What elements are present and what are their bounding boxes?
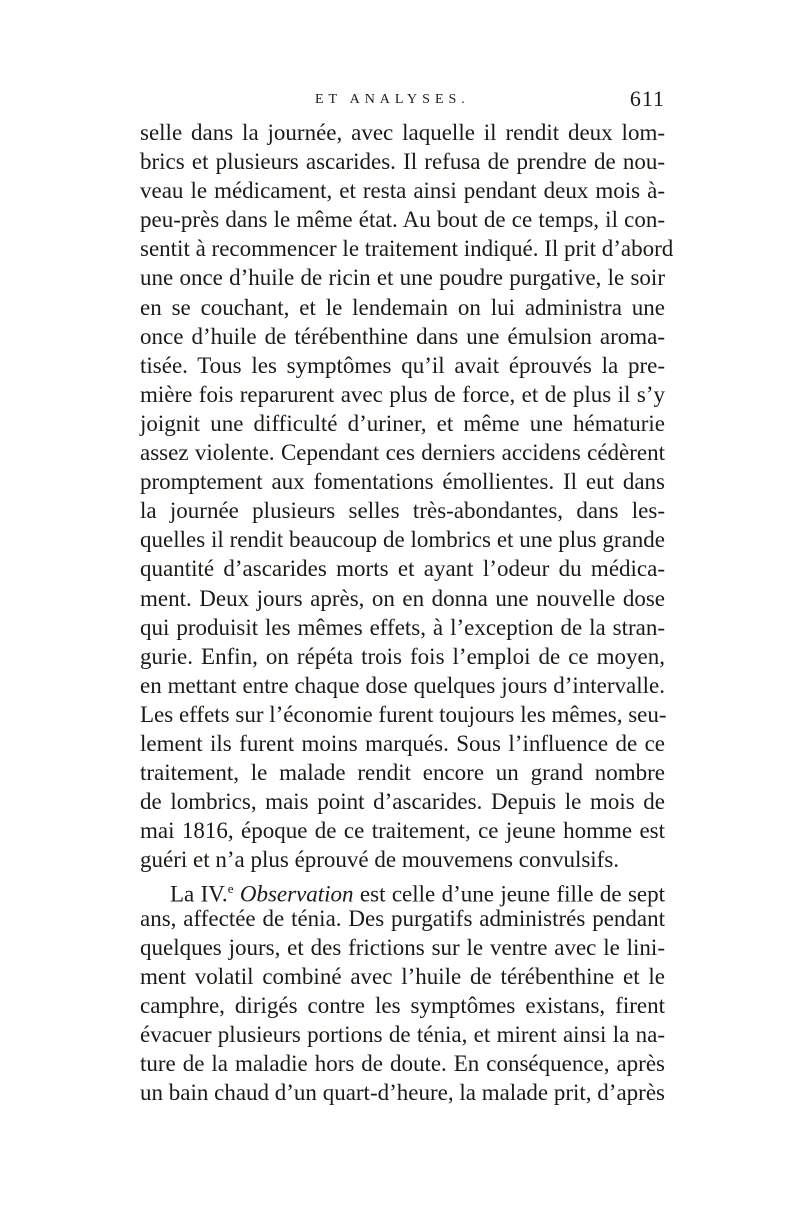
text-line: mai 1816, époque de ce traitement, ce jeune homme est <box>140 818 665 844</box>
body-text <box>140 118 674 1107</box>
text-line: selle dans la journée, avec laquelle il rendit deux lom- <box>140 120 665 145</box>
text-line: ans, affectée de ténia. Des purgatifs administrés pendant <box>140 905 665 931</box>
observation-lead: La IV. <box>170 882 228 908</box>
text-line: la journée plusieurs selles très-abondantes, dans les- <box>140 498 665 524</box>
running-head <box>140 86 665 116</box>
observation-italic-word: Observation <box>239 882 354 908</box>
text-line: qui produisit les mêmes effets, à l’exception de la stran- <box>140 614 665 640</box>
text-line: un bain chaud d’un quart-d’heure, la malade prit, d’après <box>140 1080 665 1106</box>
text-line: tisée. Tous les symptômes qu’il avait éprouvés la pre- <box>140 352 665 378</box>
text-line: traitement, le malade rendit encore un grand nombre <box>140 760 665 786</box>
text-line: sentit à recommencer le traitement indiqué. Il prit d’abord <box>140 236 674 262</box>
text-line: ture de la maladie hors de doute. En conséquence, après <box>140 1051 665 1076</box>
text-line: quantité d’ascarides morts et ayant l’odeur du médica- <box>140 556 665 582</box>
text-line: lement ils furent moins marqués. Sous l’influence de ce <box>140 730 665 756</box>
observation-heading-line <box>140 874 666 908</box>
text-line: ment. Deux jours après, on en donna une nouvelle dose <box>140 585 665 611</box>
text-line: en mettant entre chaque dose quelques jours d’intervalle. <box>140 672 665 698</box>
text-line: Les effets sur l’économie furent toujours les mêmes, seu- <box>140 701 667 727</box>
running-title: ET ANALYSES. <box>315 92 470 107</box>
text-line: peu-près dans le même état. Au bout de ce temps, il con- <box>140 207 665 233</box>
text-line: camphre, dirigés contre les symptômes existans, firent <box>140 992 665 1018</box>
text-line: brics et plusieurs ascarides. Il refusa de prendre de nou- <box>140 149 665 175</box>
text-line: mière fois reparurent avec plus de force, et de plus il s’y <box>140 381 665 407</box>
text-line: gurie. Enfin, on répéta trois fois l’emploi de ce moyen, <box>140 643 665 669</box>
text-line: veau le médicament, et resta ainsi pendant deux mois à- <box>140 178 665 204</box>
text-line: quelles il rendit beaucoup de lombrics et une plus grande <box>140 527 665 553</box>
page-number: 611 <box>629 86 665 111</box>
text-line: assez violente. Cependant ces derniers accidens cédèrent <box>140 440 665 466</box>
text-line: une once d’huile de ricin et une poudre purgative, le soir <box>140 265 665 291</box>
observation-rest: est celle d’une jeune fille de sept <box>353 882 666 908</box>
text-line: once d’huile de térébenthine dans une émulsion aroma- <box>140 323 665 349</box>
text-line: de lombrics, mais point d’ascarides. Depuis le mois de <box>140 789 665 815</box>
text-line: joignit une difficulté d’uriner, et même une hématurie <box>140 410 665 436</box>
text-line: ment volatil combiné avec l’huile de térébenthine et le <box>140 963 665 989</box>
text-line: en se couchant, et le lendemain on lui administra une <box>140 294 665 320</box>
paragraph-end-line: guéri et n’a plus éprouvé de mouvemens convulsifs. <box>140 847 620 873</box>
text-line: évacuer plusieurs portions de ténia, et mirent ainsi la na- <box>140 1021 665 1047</box>
observation-ordinal-suffix: e <box>227 881 234 897</box>
text-line: promptement aux fomentations émollientes. Il eut dans <box>140 469 665 495</box>
text-line: quelques jours, et des frictions sur le ventre avec le lini- <box>140 934 665 960</box>
